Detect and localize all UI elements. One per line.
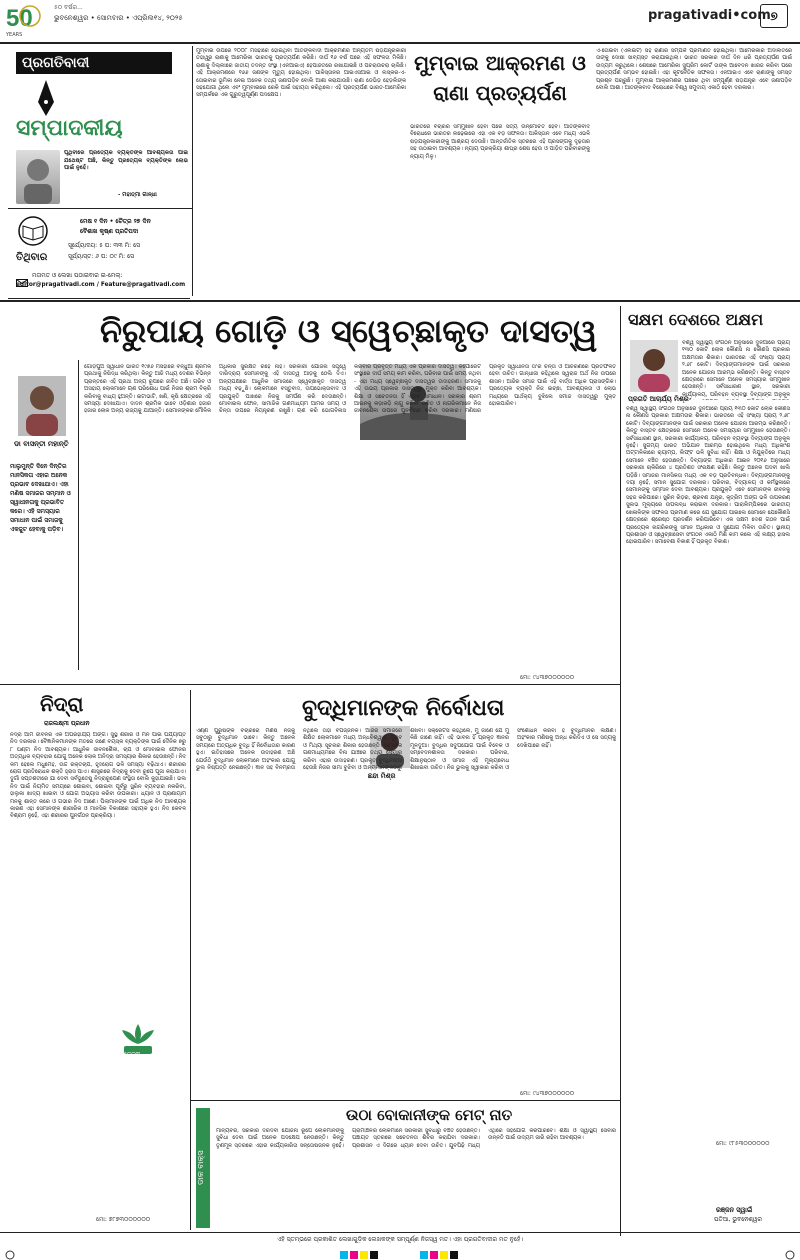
wisdom-contact: ମୋ: ୯୪୩୭୦୦୦୦୦୦ bbox=[520, 1090, 575, 1097]
main-contact: ମୋ: ୯୪୩୭୦୦୦୦୦୦ bbox=[520, 674, 575, 681]
footer-rule bbox=[0, 1232, 800, 1233]
right-body: ବିଶ୍ୱ ସ୍ୱାସ୍ଥ୍ୟ ସଂଗଠନ ଅନୁସାରେ ଦୁନିଆରେ ପ୍ରାୟ ୧୩୦ କୋଟି ଲୋକ କୌଣସି ନା କୌଣସି ପ୍ରକାର ଅକ୍ଷମତାର ଶିକାର। ଭାରତରେ ଏହି ସଂଖ୍ୟା ପ୍ରାୟ ୨.୬୮ କୋଟି। ଦିବ୍ୟାଙ୍ଗମାନଙ୍କ ପାଇଁ ସରକାର ଅନେକ ଯୋଜନା ଆରମ୍ଭ କରିଛନ୍ତି। କିନ୍ତୁ ବାସ୍ତବ କ୍ଷେତ୍ରରେ ସେମାନେ ଅନେକ ସମସ୍ୟାର ସମ୍ମୁଖୀନ ହେଉଛନ୍ତି। ସର୍ବସାଧାରଣ ସ୍ଥାନ, ସରକାରୀ କାର୍ଯ୍ୟାଳୟ, ପରିବହନ ବ୍ୟବସ୍ଥା ଦିବ୍ୟାଙ୍ଗ ଅନୁକୂଳ bbox=[682, 340, 790, 398]
email-line: ମତାମତ ଓ ଲେଖା ପଠାଇବାର ଇ-ମେଲ୍: bbox=[32, 272, 123, 279]
section-rule-1 bbox=[0, 300, 800, 302]
mumbai-body-col1: ମୁମ୍ବାଇ ଉପରେ ୨୦୦୮ ମସିହାରେ ହୋଇଥିବା ଆତଙ୍କବାଦୀ ଆକ୍ରମଣର ଅନ୍ୟତମ ଷଡ଼ଯନ୍ତ୍ରକାରୀ ତହାୱୁର ରାଣାକୁ ଆମେରିକା ଭାରତକୁ ପ୍ରତ୍ୟର୍ପଣ କରିଛି। ଦୀର୍ଘ ୧୬ ବର୍ଷ ପରେ ଏହି ସଫଳତା ମିଳିଛି। ରାଣାକୁ ଦିଲ୍ଲୀରେ ଜାତୀୟ ତଦନ୍ତ ସଂସ୍ଥା (ଏନଆଇଏ) ହେପାଜତରେ ରଖାଯାଇଛି ଓ ପଚରାଉଚରା ଚାଲିଛି। ଏହି ଆକ୍ରମଣରେ ୧୬୬ ଜଣଙ୍କ ମୃତ୍ୟୁ ହୋଇଥିଲା। ପାକିସ୍ତାନର ଆଇଏସଆଇ ଓ ଲସ୍କର-ଏ-ତୋଇବାର ଭୂମିକା ନେଇ ଅନେକ ତଥ୍ୟ ଜଣାପଡ଼ିବ ବୋଲି ଆଶା କରାଯାଉଛି। ରାଣା ଡେଭିଡ଼ ହେଡ଼ଲିଙ୍କ ସହଯୋଗୀ ଥିଲେ ଏବଂ ମୁମ୍ବାଇରେ ରେକି ପାଇଁ ସହାୟତା କରିଥିଲେ। ଏହି ପ୍ରତ୍ୟର୍ପଣ ଭାରତ-ଆମେରିକା ସମ୍ପର୍କରେ ଏକ ଗୁରୁତ୍ୱପୂର୍ଣ୍ଣ ପଦକ୍ଷେପ। bbox=[196, 48, 406, 99]
nidra-col-rule bbox=[190, 690, 191, 1230]
email-address[interactable]: editor@pragativadi.com / Feature@pragativadi.com bbox=[16, 282, 186, 288]
mumbai-title-line1: ମୁମ୍ବାଇ ଆକ୍ରମଣ ଓ bbox=[414, 51, 586, 75]
right-author-name: ପ୍ରଗତି ଆଚାର୍ଯ୍ୟ ମିଶ୍ର bbox=[628, 395, 689, 403]
letter-body bbox=[216, 1128, 616, 1228]
right-headline: ସକ୍ଷମ ଦେଶରେ ଅକ୍ଷମ bbox=[628, 310, 764, 329]
anniversary-years: YEARS bbox=[6, 32, 23, 38]
letter-side-label bbox=[196, 1108, 210, 1228]
right-body-cont bbox=[626, 406, 790, 1224]
wisdom-headline: ବୁଦ୍ଧିମାନଙ୍କ ନିର୍ବୋଧତା bbox=[302, 696, 505, 721]
main-author-photo bbox=[18, 376, 66, 436]
footer-note: ଏହି ସ୍ତମ୍ଭରେ ପ୍ରକାଶିତ ଲେଖାଗୁଡ଼ିକ ଲେଖକଙ୍କ ସମ୍ପୂର୍ଣ୍ଣ ନିଜସ୍ୱ ମତ। ଏହା ପ୍ରଗତିବାଦୀର ମତ ନୁହେଁ। bbox=[276, 1236, 524, 1243]
section-rule-3 bbox=[190, 1100, 620, 1101]
nidra-body bbox=[10, 732, 186, 1228]
mumbai-body-col2: ଭାରତରେ ବିଚାରର ସମ୍ମୁଖୀନ ହେବା ପରେ ସତ୍ୟ ଉନ୍ମୋଚିତ ହେବ। ଆତଙ୍କବାଦ ବିରୋଧରେ ଭାରତର ଲଢ଼େଇରେ ଏହା ଏକ ବଡ଼ ସଫଳତା। ପାକିସ୍ତାନ ଏବେ ମଧ୍ୟ ଏଭଳି ଷଡ଼ଯନ୍ତ୍ରକାରୀଙ୍କୁ ଆଶ୍ରୟ ଦେଉଛି। ଆନ୍ତର୍ଜାତିକ ସ୍ତରରେ ଏହି ପ୍ରସଙ୍ଗକୁ ଦୃଢ଼ତାର ସହ ଉଠାଇବା ଆବଶ୍ୟକ। ନ୍ୟାୟ ପ୍ରକ୍ରିୟା ଶୀଘ୍ର ଶେଷ ହେଉ ଓ ପୀଡ଼ିତ ପରିବାରଙ୍କୁ ନ୍ୟାୟ ମିଳୁ। bbox=[410, 124, 590, 160]
mumbai-title-line2: ରାଣା ପ୍ରତ୍ୟର୍ପଣ bbox=[433, 81, 567, 105]
header-date-line: ଭୁବନେଶ୍ୱର • ସୋମବାର • ଏପ୍ରିଲ୧୪, ୨୦୨୫ bbox=[54, 14, 183, 22]
right-col-rule bbox=[620, 306, 621, 1236]
brand-name: ପ୍ରଗତିବାଦୀ bbox=[22, 55, 90, 71]
mail-icon bbox=[16, 272, 28, 280]
quote-text: ପୃଥିବୀରେ ପ୍ରତ୍ୟେକ ବ୍ୟକ୍ତିଙ୍କ ଆବଶ୍ୟକତା ପାଇଁ ଯଥେଷ୍ଟ ଅଛି, କିନ୍ତୁ ପ୍ରତ୍ୟେକ ବ୍ୟକ୍ତିଙ୍କ ଲୋଭ ପାଇଁ ନୁହେଁ। bbox=[64, 150, 188, 172]
nidra-contact: ମୋ: ୭୮୭୩୦୦୦୦୦୦ bbox=[96, 1216, 151, 1223]
pen-nib-icon bbox=[36, 78, 56, 118]
section-rule-2 bbox=[0, 684, 620, 685]
page-number-box bbox=[760, 4, 788, 28]
header-tagline: ୫୦ ବର୍ଷର... bbox=[54, 4, 83, 11]
right-contact: ମୋ: ୯୮୫୩୦୦୦୦୦୦ bbox=[716, 1140, 770, 1147]
editorial-col-rule bbox=[192, 46, 193, 296]
mumbai-title-box bbox=[410, 48, 590, 118]
sunset: ସୂର୍ଯ୍ୟାସ୍ତ: ୬ ଘ: ୦୯ ମି: ସେ bbox=[68, 253, 135, 260]
panel-bottom-rule bbox=[8, 298, 190, 299]
main-body bbox=[84, 364, 616, 670]
main-author-name: ଡା ବାସନ୍ତୀ ମହାନ୍ତି bbox=[14, 440, 69, 448]
main-headline: ନିରୁପାୟ ଗୋଡ଼ି ଓ ସ୍ୱେଚ୍ଛାକୃତ ଦାସତ୍ୱ bbox=[100, 312, 598, 350]
anniversary-logo bbox=[4, 2, 48, 32]
main-sidebar-rule bbox=[78, 360, 79, 670]
registration-marks bbox=[0, 1246, 800, 1258]
mumbai-body-col3: ଏ-ତୋଇବା (ଏଲଇଟି) ସହ ରାଣାର ସମ୍ପର୍କ ପ୍ରମାଣିତ ହୋଇଥିଲା। ଆମେରିକାର ଅଦାଲତରେ ତାଙ୍କୁ ଦୋଷୀ ସାବ୍ୟସ୍ତ କରାଯାଇଥିଲା। ଭାରତ ସରକାର ଦୀର୍ଘ ଦିନ ଧରି ପ୍ରତ୍ୟର୍ପଣ ପାଇଁ ଉଦ୍ୟମ କରୁଥିଲେ। ଶେଷରେ ଆମେରିକା ସୁପ୍ରିମ କୋର୍ଟ ତାଙ୍କ ଆବେଦନ ଖାରଜ କରିବା ପରେ ପ୍ରତ୍ୟର୍ପଣ ସମ୍ଭବ ହୋଇଛି। ଏହା କୂଟନୈତିକ ସଫଳତା। ଏନଆଇଏ ଏବେ ରାଣାଙ୍କୁ ସମସ୍ତ ପ୍ରଶ୍ନ ପଚାରୁଛି। ମୁମ୍ବାଇ ଆକ୍ରମଣର ପଛରେ ଥିବା ସମ୍ପୂର୍ଣ୍ଣ ଷଡ଼ଯନ୍ତ୍ର ଏବେ ଜଣାପଡ଼ିବ ବୋଲି ଆଶା। ଆତଙ୍କବାଦ ବିରୋଧରେ ବିଶ୍ୱ ସମୁଦାୟ ଏକାଠି ହେବା ଦରକାର। bbox=[596, 48, 792, 92]
panel-divider bbox=[8, 208, 192, 209]
right-author-photo bbox=[630, 340, 678, 392]
header-rule bbox=[0, 42, 800, 44]
wisdom-body-text: ଏଣ୍ଣ ପୁରୁଷଙ୍କ ବିଚାରରେ ମଣିଷ ନିଜକୁ ସବୁଠାରୁ ବୁଦ୍ଧିମାନ ଭାବେ। କିନ୍ତୁ ଅନେକ ସମୟରେ ଅତ୍ୟଧିକ ବୁଦ୍ଧି ହିଁ ନିର୍ବୋଧତାର କାରଣ ହୁଏ। ଇତିହାସରେ ଅନେକ ଉଦାହରଣ ଅଛି ଯେଉଁଠି ବୁଦ୍ଧିମାନ ଲୋକମାନେ ଅହଂକାର ଯୋଗୁ ଭୁଲ ନିଷ୍ପତ୍ତି ନେଇଛନ୍ତି। ଜ୍ଞାନ ସହ ବିନମ୍ରତା ନଥିଲେ ତାହା ବିପଜ୍ଜନକ। ଆଜିର ସମାଜରେ ଶିକ୍ଷିତ ଲୋକମାନେ ମଧ୍ୟ ଅନ୍ଧବିଶ୍ୱାସ, ଗୁଜବ ଓ ମିଥ୍ୟା ସୂଚନାର ଶିକାର ହେଉଛନ୍ତି। ସାମାଜିକ ଗଣମାଧ୍ୟମରେ ବିନା ଯାଞ୍ଚରେ ତଥ୍ୟ ସେୟାର କରିବା ଏହାର ଉଦାହରଣ। ପ୍ରକୃତ ବୁଦ୍ଧିମତ୍ତା ହେଉଛି ନିଜର ସୀମା ବୁଝିବା ଓ ଅନ୍ୟମାନଙ୍କଠାରୁ ଶିଖିବା। ସକ୍ରେଟିସ କହିଥିଲେ, ମୁଁ ଜାଣେ ଯେ ମୁଁ କିଛି ଜାଣେ ନାହିଁ। ଏହି ଭାବନା ହିଁ ପ୍ରକୃତ ଜ୍ଞାନର ମୂଳଦୁଆ। ବୁଦ୍ଧିର ସଦୁପଯୋଗ ପାଇଁ ବିବେକ ଓ ସମ୍ବେଦନଶୀଳତା ଦରକାର। ପରିବାର, ଶିକ୍ଷାନୁଷ୍ଠାନ ଓ ସମାଜ ଏହି ମୂଲ୍ୟବୋଧ ଶିଖାଇବା ଉଚିତ। ନିଜ ଭୁଲକୁ ସ୍ୱୀକାର କରିବା ଓ ସଂଶୋଧନ କରିବା ହିଁ ବୁଦ୍ଧିମାନର ଲକ୍ଷଣ। ଅହଂକାର ମଣିଷକୁ ଅନ୍ଧ କରିଦିଏ ଓ ସେ ସତ୍ୟକୁ ଦେଖିପାରେ ନାହିଁ। bbox=[196, 728, 616, 772]
wisdom-body bbox=[196, 728, 616, 1088]
quote-author: - ମହାତ୍ମା ଗାନ୍ଧୀ bbox=[118, 192, 157, 198]
nidra-headline: ନିଦ୍ରା bbox=[40, 692, 84, 716]
letter-signature: ରଞ୍ଜନ ସ୍ୱାଇଁ bbox=[716, 1206, 753, 1214]
wisdom-author: ଛନ୍ଦା ମିଶ୍ର bbox=[368, 772, 396, 780]
letter-headline: ଉଠା ବୋକାନୀଙ୍କ ମେଟ୍ ନାତ bbox=[346, 1106, 513, 1124]
day-info-2: ବୈଶାଖ କୃଷ୍ଣ ପ୍ରତିପଦା bbox=[80, 228, 139, 235]
nidra-body-text: ନିଦ୍ରା ଆମ ଜୀବନର ଏକ ଅପରିହାର୍ଯ୍ୟ ଅଙ୍ଗ। ସୁସ୍ଥ ଶରୀର ଓ ମନ ପାଇଁ ପର୍ଯ୍ୟାପ୍ତ ନିଦ ଦରକାର। ବୈଜ୍ଞାନିକମାନଙ୍କ ମତରେ ଜଣେ ବୟସ୍କ ବ୍ୟକ୍ତିଙ୍କ ପାଇଁ ଦୈନିକ ୭ରୁ ୮ ଘଣ୍ଟା ନିଦ ଆବଶ୍ୟକ। ଆଧୁନିକ ଜୀବନଶୈଳୀ, ଚାପ ଓ ମୋବାଇଲ ଫୋନର ଅତ୍ୟଧିକ ବ୍ୟବହାର ଯୋଗୁ ଅନେକ ଲୋକ ଅନିଦ୍ରା ସମସ୍ୟାର ଶିକାର ହେଉଛନ୍ତି। ନିଦ କମ ହେଲେ ମଧୁମେହ, ଉଚ୍ଚ ରକ୍ତଚାପ, ହୃଦରୋଗ ଭଳି ସମସ୍ୟା ବଢ଼ିଥାଏ। ଶରୀରର ରୋଗ ପ୍ରତିରୋଧକ ଶକ୍ତି ହ୍ରାସ ପାଏ। ଶାସ୍ତ୍ରରେ ନିଦ୍ରାକୁ ଦେବୀ ରୂପେ ପୂଜା କରାଯାଏ। ଦୁର୍ଗା ସପ୍ତଶତୀରେ ଯା ଦେବୀ ସର୍ବଭୂତେଷୁ ନିଦ୍ରାରୂପେଣ ସଂସ୍ଥିତା ବୋଲି କୁହାଯାଇଛି। ଭଲ ନିଦ ପାଇଁ ନିୟମିତ ସମୟରେ ଶୋଇବା, ଶୋଇବା ପୂର୍ବରୁ ସ୍କ୍ରିନ ବ୍ୟବହାର ନକରିବା, ହାଲୁକା ଖାଦ୍ୟ ଖାଇବା ଓ ଯୋଗ ଅଭ୍ୟାସ କରିବା ଉପକାରୀ। ଧ୍ୟାନ ଓ ପ୍ରାଣାୟାମ ମନକୁ ଶାନ୍ତ କରେ ଓ ଗଭୀର ନିଦ ଆଣେ। ପିଲାମାନଙ୍କ ପାଇଁ ଅଧିକ ନିଦ ଆବଶ୍ୟକ କାରଣ ଏହା ସେମାନଙ୍କ ଶାରୀରିକ ଓ ମାନସିକ ବିକାଶରେ ସହାୟକ ହୁଏ। ନିଦ କେବଳ ବିଶ୍ରାମ ନୁହେଁ, ଏହା ଶରୀରର ପୁନର୍ଗଠନ ପ୍ରକ୍ରିୟା। bbox=[10, 732, 186, 820]
letter-side-label-text: ଡାକ ବାକ୍ସ bbox=[196, 1150, 205, 1186]
nidra-author: ରାଜଲକ୍ଷ୍ମୀ ପ୍ରଧାନ bbox=[44, 720, 90, 727]
day-label: ତିଥିବାର bbox=[16, 252, 48, 263]
website-label: pragativadi•com bbox=[648, 8, 771, 23]
main-body-text: ଗୋଡ଼ିପୁଅ ସ୍ୱାଧୀନ ଭାରତ ୧୯୭୬ ମସିହାରେ ବନ୍ଧୁଆ ଶ୍ରମିକ ପ୍ରଥାକୁ ନିଷିଦ୍ଧ କରିଥିଲା। କିନ୍ତୁ ଆଜି ମଧ୍ୟ ଦେଶର ବିଭିନ୍ନ ପ୍ରାନ୍ତରେ ଏହି ପ୍ରଥା ଅନ୍ୟ ରୂପରେ ଜୀବିତ ଅଛି। ଗରିବ ଓ ଅସହାୟ ଲୋକମାନେ ଋଣ ପରିଶୋଧ ପାଇଁ ନିଜର ଶ୍ରମ ବିକ୍ରି କରିବାକୁ ବାଧ୍ୟ ହୁଅନ୍ତି। ଇଟାଭାଟି, ଖଣି, କୃଷି କ୍ଷେତ୍ରରେ ଏହି ସମସ୍ୟା ଦେଖାଯାଏ। ଦାଦନ ଶ୍ରମିକ ଭାବେ ଓଡ଼ିଶାର ହଜାର ହଜାର ଲୋକ ଅନ୍ୟ ରାଜ୍ୟକୁ ଯାଆନ୍ତି। ସେମାନଙ୍କର ମୌଳିକ ଅଧିକାର ସୁରକ୍ଷିତ ରହେ ନାହିଁ। ସରକାରୀ ଯୋଜନା ସତ୍ତ୍ୱେ ଦାରିଦ୍ର୍ୟ ସେମାନଙ୍କୁ ଏହି ଦାସତ୍ୱ ଆଡ଼କୁ ଠେଲି ଦିଏ। ଅନ୍ୟପକ୍ଷରେ ଆଧୁନିକ ସମାଜରେ ସ୍ୱେଚ୍ଛାକୃତ ଦାସତ୍ୱ ମଧ୍ୟ ବଢ଼ୁଛି। ଲୋକମାନେ ବସ୍ତୁବାଦ, ଉପଭୋକ୍ତାବାଦ ଓ ପ୍ରଯୁକ୍ତି ପାଖରେ ନିଜକୁ ସମର୍ପଣ କରି ଦେଉଛନ୍ତି। ମୋବାଇଲ ଫୋନ, ସାମାଜିକ ଗଣମାଧ୍ୟମ ଆମର ସମୟ ଓ ଚିନ୍ତା ଉପରେ ନିୟନ୍ତ୍ରଣ ରଖୁଛି। ଋଣ କରି ଭୋଗବିଳାସ କରିବାର ପ୍ରବୃତ୍ତି ମଧ୍ୟ ଏକ ପ୍ରକାର ଦାସତ୍ୱ। କର୍ପୋରେଟ ସଂସ୍ଥାରେ ଦୀର୍ଘ ସମୟ କାମ କରିବା, ପରିବାର ପାଇଁ ସମୟ ନଥିବା - ଏହା ମଧ୍ୟ ସ୍ୱେଚ୍ଛାକୃତ ଦାସତ୍ୱର ଉଦାହରଣ। ସମାଜକୁ ଏହି ଉଭୟ ପ୍ରକାର ଦାସତ୍ୱରୁ ମୁକ୍ତ କରିବା ଆବଶ୍ୟକ। ଶିକ୍ଷା ଓ ସଚେତନତା ହିଁ ଏହାର ସମାଧାନ। ସରକାର ଶ୍ରମ ଆଇନକୁ କଡ଼ାକଡ଼ି ଲାଗୁ କରିବା ଉଚିତ ଓ ନାଗରିକମାନେ ନିଜ ଜୀବନଶୈଳୀ ଉପରେ ପୁନର୍ବିଚାର କରିବା ଦରକାର। ମଣିଷର ପ୍ରକୃତ ସ୍ୱାଧୀନତା ତା'ର ଚିନ୍ତା ଓ ଆଚରଣରେ ପ୍ରତିଫଳିତ ହେବା ଉଚିତ। ଗାନ୍ଧୀଜୀ କହିଥିଲେ ସ୍ୱରାଜ ଅର୍ଥ ନିଜ ଉପରେ ଶାସନ। ଆଜିର ସମାଜ ପାଇଁ ଏହି ବାର୍ତ୍ତା ଅଧିକ ପ୍ରାସଙ୍ଗିକ। ପ୍ରତ୍ୟେକ ବ୍ୟକ୍ତି ନିଜ ଇଚ୍ଛା, ଆବଶ୍ୟକତା ଓ ଲୋଭ ମଧ୍ୟରେ ପାର୍ଥକ୍ୟ ବୁଝିଲେ ସମାଜ ଦାସତ୍ୱରୁ ମୁକ୍ତ ହୋଇପାରିବ। bbox=[84, 364, 616, 415]
book-icon bbox=[16, 216, 50, 246]
main-pullquote: ମାଲୁମୁନ୍ତି ଦିନେ ଦିନ୍ତିର ମାନସିକତା ଏହାର ଅନେକ ପ୍ରଭାବ ଦେଖାଯାଏ। ଏହା ମଣିଷ ସମାଜର ସମ୍ମାନ ଓ ସ୍ୱାଧୀନତାକୁ ପ୍ରଭାବିତ କରେ। ଏହି ସମସ୍ୟାର ସମାଧାନ ପାଇଁ ସମାଜକୁ ଏକଜୁଟ ହେବାକୁ ପଡ଼ିବ। bbox=[10, 463, 71, 533]
brand-banner bbox=[16, 52, 172, 74]
day-info-1: ମେଷ ୧ ଦିନ • ଚୈତ୍ର ୨୭ ଦିନ bbox=[80, 218, 151, 225]
sunrise: ସୂର୍ଯ୍ୟୋଦୟ: ୫ ଘ: ୩୩ ମି: ସେ bbox=[68, 242, 140, 249]
section-title: ସମ୍ପାଦକୀୟ bbox=[16, 116, 123, 141]
letter-location: ପତିଆ, ଭୁବନେଶ୍ୱର bbox=[714, 1216, 762, 1223]
nidra-label: ଚେତନା bbox=[124, 1051, 141, 1058]
gandhi-portrait bbox=[16, 150, 60, 204]
page-number: ୭ bbox=[770, 9, 778, 23]
letter-body-text: ମାନ୍ୟବର, ସରକାର ଦରଦିବା ଯୋଜନା ରୂପେ ଲୋକମାନଙ୍କୁ ସୁବିଧା ଦେବା ପାଇଁ ଅନେକ ପଦକ୍ଷେପ ନେଉଛନ୍ତି। କିନ୍ତୁ ତୃଣମୂଳ ସ୍ତରରେ ଏହାର କାର୍ଯ୍ୟକାରିତା ସନ୍ତୋଷଜନକ ନୁହେଁ। ଗ୍ରାମାଞ୍ଚଳର ଲୋକମାନେ ସରକାରୀ ସୁବିଧାରୁ ବଞ୍ଚିତ ହେଉଛନ୍ତି। ପଞ୍ଚାୟତ ସ୍ତରରେ ସଚେତନତା ଶିବିର କରାଯିବା ଦରକାର। ପ୍ରଶାସନ ଏ ଦିଗରେ ଧ୍ୟାନ ଦେବା ଉଚିତ। ଯୁବପିଢ଼ି ମଧ୍ୟ ଏଥିରେ ସହଯୋଗ କରିପାରିବେ। ଶିକ୍ଷା ଓ ସ୍ୱାସ୍ଥ୍ୟ ସେବାର ଉନ୍ନତି ପାଇଁ ଉଦ୍ୟମ ଜାରି ରହିବା ଆବଶ୍ୟକ। bbox=[216, 1128, 616, 1149]
svg-text:50: 50 bbox=[6, 5, 33, 32]
right-body-repeat: ବିଶ୍ୱ ସ୍ୱାସ୍ଥ୍ୟ ସଂଗଠନ ଅନୁସାରେ ଦୁନିଆରେ ପ୍ରାୟ ୧୩୦ କୋଟି ଲୋକ କୌଣସି ନା କୌଣସି ପ୍ରକାର ଅକ୍ଷମତାର ଶିକାର। ଭାରତରେ ଏହି ସଂଖ୍ୟା ପ୍ରାୟ ୨.୬୮ କୋଟି। ଦିବ୍ୟାଙ୍ଗମାନଙ୍କ ପାଇଁ ସରକାର ଅନେକ ଯୋଜନା ଆରମ୍ଭ କରିଛନ୍ତି। କିନ୍ତୁ ବାସ୍ତବ କ୍ଷେତ୍ରରେ ସେମାନେ ଅନେକ ସମସ୍ୟାର ସମ୍ମୁଖୀନ ହେଉଛନ୍ତି। ସର୍ବସାଧାରଣ ସ୍ଥାନ, ସରକାରୀ କାର୍ଯ୍ୟାଳୟ, ପରିବହନ ବ୍ୟବସ୍ଥା ଦିବ୍ୟାଙ୍ଗ ଅନୁକୂଳ ନୁହେଁ। ସୁଗମ୍ୟ ଭାରତ ଅଭିଯାନ ଆରମ୍ଭ ହୋଇଥିଲେ ମଧ୍ୟ ଅଧିକାଂଶ ଅଟ୍ଟାଳିକାରେ ର‍୍ୟାମ୍ପ, ଲିଫ୍ଟ ଭଳି ସୁବିଧା ନାହିଁ। ଶିକ୍ଷା ଓ ନିଯୁକ୍ତିରେ ମଧ୍ୟ ସେମାନେ ବଞ୍ଚିତ ହେଉଛନ୍ତି। ଦିବ୍ୟାଙ୍ଗ ଅଧିକାର ଆଇନ ୨୦୧୬ ଅନୁସାରେ ସରକାରୀ ଚାକିରିରେ ୪ ପ୍ରତିଶତ ସଂରକ୍ଷଣ ରହିଛି। କିନ୍ତୁ ଅନେକ ପଦବୀ ଖାଲି ପଡ଼ିଛି। ସମାଜର ମାନସିକତା ମଧ୍ୟ ଏକ ବଡ଼ ପ୍ରତିବନ୍ଧକ। ଦିବ୍ୟାଙ୍ଗମାନଙ୍କୁ ଦୟା ନୁହେଁ, ସମାନ ସୁଯୋଗ ଦରକାର। ପରିବାର, ବିଦ୍ୟାଳୟ ଓ କର୍ମସ୍ଥଳୀରେ ସେମାନଙ୍କୁ ସମ୍ମାନ ଦେବା ଆବଶ୍ୟକ। ପ୍ରଯୁକ୍ତି ଏବେ ସେମାନଙ୍କ ଜୀବନକୁ ସହଜ କରିପାରେ। ସ୍କ୍ରିନ ରିଡ଼ର, ଶ୍ରବଣ ଯନ୍ତ୍ର, କୃତ୍ରିମ ଅଙ୍ଗ ଭଳି ଉପକରଣ ସୁଲଭ ମୂଲ୍ୟରେ ଉପଲବ୍ଧ କରାଇବା ଦରକାର। ପାରାଲିମ୍ପିକରେ ଭାରତୀୟ ଖେଳାଳିଙ୍କ ସଫଳତା ପ୍ରମାଣ କରେ ଯେ ସୁଯୋଗ ପାଇଲେ ସେମାନେ ଯେକୌଣସି କ୍ଷେତ୍ରରେ ଶ୍ରେଷ୍ଠ ପ୍ରଦର୍ଶନ କରିପାରିବେ। ଏକ ସକ୍ଷମ ଦେଶ ଗଠନ ପାଇଁ ପ୍ରତ୍ୟେକ ନାଗରିକଙ୍କୁ ସମାନ ଅଧିକାର ଓ ସୁଯୋଗ ମିଳିବା ଉଚିତ। ସ୍ଥାନୀୟ ପ୍ରଶାସନ ଓ ସ୍ୱେଚ୍ଛାସେବୀ ସଂଗଠନ ଏକାଠି ମିଶି କାମ କଲେ ଏହି ଲକ୍ଷ୍ୟ ହାସଲ ହୋଇପାରିବ। ସମାବେଶୀ ବିକାଶ ହିଁ ପ୍ରକୃତ ବିକାଶ। bbox=[626, 406, 790, 546]
